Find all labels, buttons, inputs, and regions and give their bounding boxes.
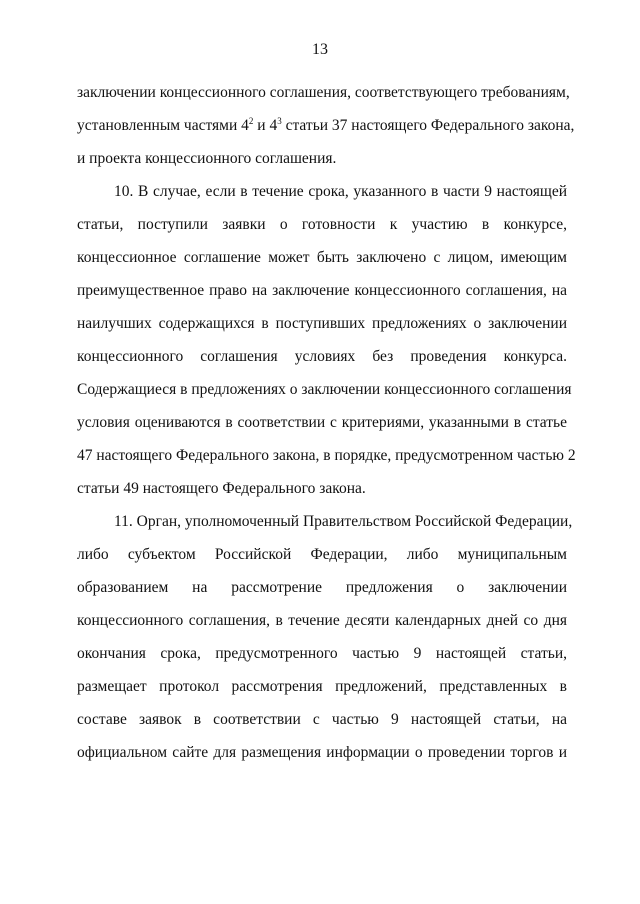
text-line: концессионного соглашения условиях без проведения конкурса.: [77, 348, 567, 365]
superscript: 2: [248, 116, 254, 126]
text-line: либо субъектом Российской Федерации, либо муниципальным: [77, 546, 567, 563]
text-fragment: установленным частями 4: [77, 117, 249, 134]
text-line: статьи, поступили заявки о готовности к участию в конкурсе,: [77, 216, 567, 233]
text-line: концессионное соглашение может быть заключено с лицом, имеющим: [77, 249, 567, 266]
text-line: условия оцениваются в соответствии с критериями, указанными в статье: [77, 414, 567, 431]
text-fragment: и 4: [253, 117, 278, 134]
document-text: [77, 76, 576, 769]
text-line: составе заявок в соответствии с частью 9 настоящей статьи, на: [77, 711, 567, 728]
text-line: 47 настоящего Федерального закона, в порядке, предусмотренном частью 2: [77, 447, 576, 464]
paragraph-start-line: 10. В случае, если в течение срока, указанного в части 9 настоящей: [114, 183, 567, 200]
text-line: образованием на рассмотрение предложения о заключении: [77, 579, 567, 596]
paragraph-start-line: 11. Орган, уполномоченный Правительством Российской Федерации,: [114, 513, 573, 530]
text-line: наилучших содержащихся в поступивших предложениях о заключении: [77, 315, 567, 332]
text-line: окончания срока, предусмотренного частью 9 настоящей статьи,: [77, 645, 567, 662]
text-line-with-superscripts: [77, 109, 575, 142]
text-fragment: статьи 37 настоящего Федерального закона,: [281, 117, 575, 134]
text-line: размещает протокол рассмотрения предложений, представленных в: [77, 678, 567, 695]
page-number: 13: [312, 41, 328, 58]
text-line: официальном сайте для размещения информации о проведении торгов и: [77, 744, 567, 761]
superscript: 3: [277, 116, 282, 126]
text-line: и проекта концессионного соглашения.: [77, 150, 337, 167]
text-line: Содержащиеся в предложениях о заключении концессионного соглашения: [77, 381, 572, 398]
text-line: статьи 49 настоящего Федерального закона.: [77, 480, 366, 497]
text-line: концессионного соглашения, в течение десяти календарных дней со дня: [77, 612, 567, 629]
text-line: заключении концессионного соглашения, соответствующего требованиям,: [77, 84, 570, 101]
text-line: преимущественное право на заключение концессионного соглашения, на: [77, 282, 567, 299]
